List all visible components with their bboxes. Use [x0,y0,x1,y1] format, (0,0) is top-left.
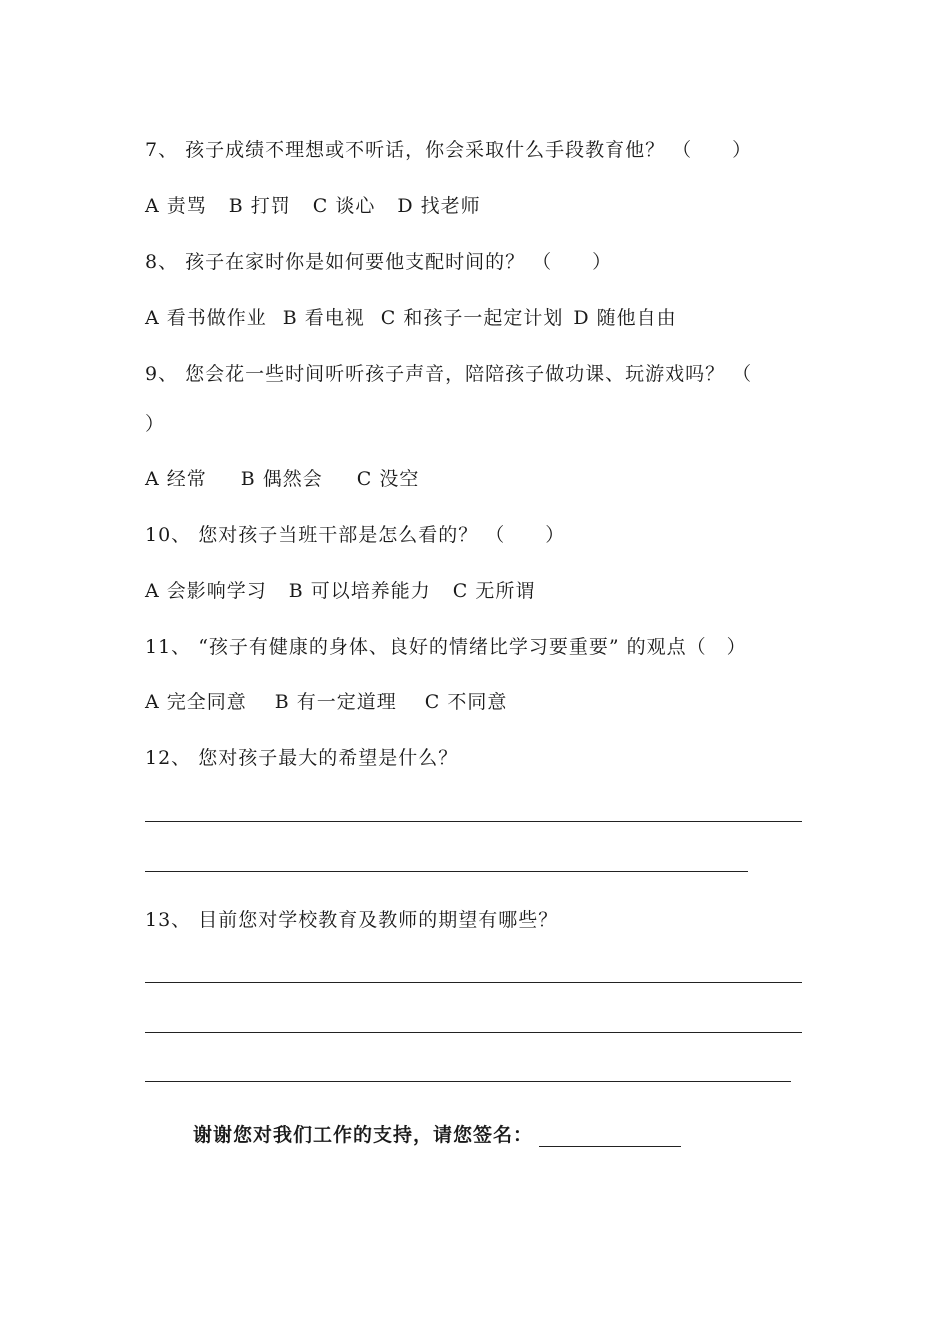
question-8: 8、 孩子在家时你是如何要他支配时间的？ （ ） [145,251,613,273]
question-11: 11、 “孩子有健康的身体、良好的情绪比学习要重要” 的观点（ ） [145,636,747,658]
option-b: B 偶然会 [240,468,323,490]
option-b: B 看电视 [282,307,365,329]
option-a: A 看书做作业 [145,307,267,329]
option-d: D 找老师 [397,195,481,217]
question-9-continuation: ） [145,413,166,435]
question-8-options [145,306,699,330]
answer-line-13-1[interactable] [145,982,802,983]
answer-line-13-3[interactable] [145,1081,791,1082]
option-c: C 谈心 [312,195,376,217]
question-12: 12、 您对孩子最大的希望是什么？ [145,747,459,769]
thanks-text: 谢谢您对我们工作的支持，请您签名： [193,1124,534,1146]
signature-field[interactable] [539,1126,681,1147]
question-9: 9、 您会花一些时间听听孩子声音，陪陪孩子做功课、玩游戏吗？ （ [145,363,753,385]
option-c: C 和孩子一起定计划 [380,307,564,329]
option-a: A 会影响学习 [145,580,267,602]
option-b: B 打罚 [228,195,291,217]
option-c: C 没空 [356,468,420,490]
answer-line-12-2[interactable] [145,871,748,872]
question-11-options [145,690,529,714]
question-9-options [145,467,441,491]
question-7: 7、 孩子成绩不理想或不听话，你会采取什么手段教育他？ （ ） [145,139,753,161]
question-13: 13、 目前您对学校教育及教师的期望有哪些？ [145,909,559,931]
question-7-options [145,194,503,218]
question-10-options [145,579,557,603]
option-a: A 经常 [145,468,207,490]
option-b: B 可以培养能力 [288,580,431,602]
option-b: B 有一定道理 [274,691,397,713]
option-d: D 随他自由 [573,307,677,329]
answer-line-12-1[interactable] [145,821,802,822]
answer-line-13-2[interactable] [145,1032,802,1033]
thanks-signature-line [193,1120,681,1147]
option-c: C 无所谓 [452,580,536,602]
option-a: A 责骂 [145,195,207,217]
option-c: C 不同意 [424,691,508,713]
question-10: 10、 您对孩子当班干部是怎么看的？ （ ） [145,524,566,546]
option-a: A 完全同意 [145,691,247,713]
